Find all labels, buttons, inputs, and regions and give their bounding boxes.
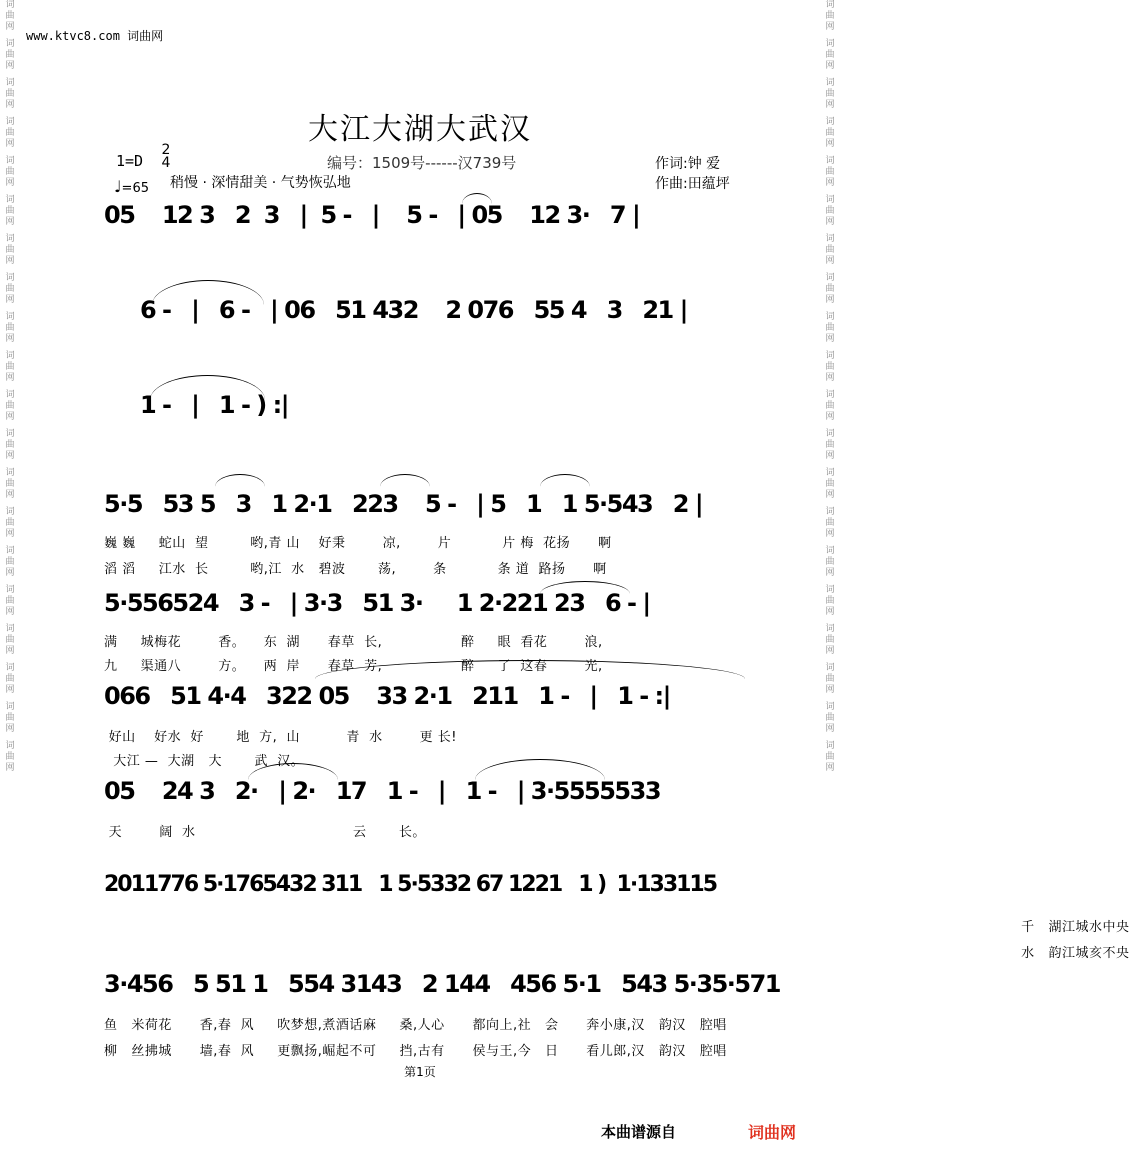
watermark-char: 曲: [5, 50, 15, 60]
watermark-char: 词: [825, 117, 835, 127]
watermark-char: 曲: [825, 362, 835, 372]
watermark-char: 网: [5, 22, 15, 32]
watermark-char: 曲: [5, 596, 15, 606]
watermark-char: 网: [5, 61, 15, 71]
watermark-char: 词: [5, 78, 15, 88]
watermark-char: 网: [5, 100, 15, 110]
lyric-verse-1: 满 城梅花 香。 东 湖 春草 长, 醉 眼 看花 浪,: [104, 635, 603, 650]
watermark-char: 网: [5, 295, 15, 305]
notation-line: 05 12 3 2 3 | 5 - | 5 - | 05 12 3· 7 |: [104, 201, 640, 229]
lyricist: 作词:钟 爱: [655, 156, 721, 172]
quarter-note-icon: ♩: [114, 177, 122, 196]
watermark-char: 曲: [825, 752, 835, 762]
watermark-char: 网: [825, 529, 835, 539]
watermark-char: 曲: [5, 752, 15, 762]
watermark-char: 网: [825, 334, 835, 344]
watermark-char: 曲: [825, 713, 835, 723]
watermark-char: 曲: [5, 206, 15, 216]
watermark-char: 网: [5, 607, 15, 617]
watermark-char: 词: [825, 0, 835, 10]
watermark-char: 网: [825, 217, 835, 227]
watermark-char: 词: [825, 351, 835, 361]
watermark-char: 网: [5, 763, 15, 773]
lyric-verse-1: 千 湖江城水中央: [544, 920, 1130, 935]
watermark-char: 网: [825, 256, 835, 266]
watermark-char: 网: [5, 373, 15, 383]
watermark-char: 词: [825, 312, 835, 322]
watermark-char: 网: [825, 139, 835, 149]
watermark-char: 词: [825, 507, 835, 517]
watermark-char: 词: [825, 390, 835, 400]
lyric-verse-2: 水 韵江城亥不央: [544, 946, 1130, 961]
watermark-char: 词: [5, 507, 15, 517]
watermark-char: 词: [5, 741, 15, 751]
watermark-char: 网: [825, 724, 835, 734]
key-signature: 1=D: [116, 152, 144, 170]
watermark-char: 曲: [825, 323, 835, 333]
watermark-char: 词: [825, 624, 835, 634]
watermark-char: 曲: [825, 50, 835, 60]
watermark-char: 曲: [5, 674, 15, 684]
watermark-char: 词: [825, 546, 835, 556]
watermark-char: 网: [825, 685, 835, 695]
lyric-verse-1: 巍 巍 蛇山 望 哟,青 山 好秉 凉, 片 片 梅 花扬 啊: [104, 536, 612, 551]
watermark-char: 网: [5, 217, 15, 227]
expression-marking: 稍慢 · 深情甜美 · 气势恢弘地: [170, 175, 351, 191]
watermark-char: 词: [5, 195, 15, 205]
notation-line: 5·5 53 5 3 1 2·1 223 5 - | 5 1 1 5·543 2 |: [104, 490, 703, 518]
watermark-char: 曲: [825, 401, 835, 411]
meter-bottom: 4: [161, 155, 171, 171]
slur: [215, 474, 265, 487]
watermark-char: 曲: [5, 440, 15, 450]
watermark-char: 网: [825, 763, 835, 773]
watermark-char: 曲: [825, 518, 835, 528]
watermark-char: 词: [825, 702, 835, 712]
watermark-char: 词: [5, 234, 15, 244]
watermark-char: 词: [5, 546, 15, 556]
watermark-char: 曲: [825, 284, 835, 294]
watermark-char: 网: [825, 568, 835, 578]
watermark-char: 词: [825, 429, 835, 439]
watermark-char: 曲: [825, 167, 835, 177]
watermark-char: 曲: [5, 284, 15, 294]
watermark-char: 网: [5, 139, 15, 149]
watermark-char: 词: [5, 429, 15, 439]
watermark-char: 曲: [5, 128, 15, 138]
watermark-char: 词: [825, 234, 835, 244]
watermark-char: 曲: [5, 245, 15, 255]
notation-line: 6 - | 6 - | 06 51 432 2 076 55 4 3 21 |: [140, 296, 687, 324]
watermark-char: 曲: [5, 713, 15, 723]
watermark-char: 曲: [825, 635, 835, 645]
lyric-verse-2: 柳 丝拂城 墙,春 风 更飘扬,崛起不可 挡,古有 侯与王,今 日 看儿郎,汉 韵汉 腔唱: [104, 1044, 727, 1059]
watermark-char: 网: [825, 646, 835, 656]
site-url[interactable]: www.ktvc8.com 词曲网: [26, 29, 164, 43]
watermark-char: 词: [5, 663, 15, 673]
watermark-char: 词: [825, 156, 835, 166]
lyric-verse-1: 好山 好水 好 地 方, 山 青 水 更 长!: [104, 730, 458, 745]
source-text: 本曲谱源自: [601, 1123, 677, 1141]
watermark-char: 词: [5, 624, 15, 634]
watermark-char: 词: [825, 195, 835, 205]
lyric-verse-2: 大江 — 大湖 大 武 汉。: [104, 754, 305, 769]
watermark-char: 词: [5, 390, 15, 400]
watermark-char: 网: [5, 334, 15, 344]
notation-line: 3·456 5 51 1 554 3143 2 144 456 5·1 543 5·35·571: [104, 970, 781, 998]
watermark-char: 网: [825, 373, 835, 383]
notation-line: 1 - | 1 - ) :|: [140, 391, 288, 419]
watermark-char: 曲: [5, 479, 15, 489]
watermark-char: 词: [5, 0, 15, 10]
song-title: 大江大湖大武汉: [308, 112, 532, 147]
watermark-char: 网: [5, 451, 15, 461]
watermark-char: 网: [5, 412, 15, 422]
serial-number: 编号：1509号------汉739号: [327, 154, 517, 172]
watermark-char: 网: [825, 100, 835, 110]
watermark-char: 词: [825, 585, 835, 595]
watermark-char: 曲: [5, 401, 15, 411]
lyric-verse-1: 鱼 米荷花 香,春 风 吹梦想,煮酒话麻 桑,人心 都向上,社 会 奔小康,汉 韵汉 腔唱: [104, 1018, 727, 1033]
watermark-char: 曲: [5, 635, 15, 645]
watermark-char: 网: [825, 412, 835, 422]
watermark-char: 曲: [825, 596, 835, 606]
watermark-char: 网: [5, 529, 15, 539]
lyric-verse-1: 天 阔 水 云 长。: [104, 825, 426, 840]
watermark-char: 网: [5, 646, 15, 656]
watermark-char: 词: [5, 39, 15, 49]
watermark-char: 词: [825, 468, 835, 478]
watermark-char: 曲: [825, 557, 835, 567]
watermark-char: 曲: [5, 89, 15, 99]
notation-line: 2011776 5·1765432 311 1 5·5332 67 1221 1 ) 1·133115: [104, 872, 717, 897]
watermark-char: 网: [825, 61, 835, 71]
watermark-char: 词: [5, 117, 15, 127]
watermark-char: 词: [5, 351, 15, 361]
notation-line: 066 51 4·4 322 05 33 2·1 211 1 - | 1 - :|: [104, 682, 670, 710]
composer: 作曲:田蕴坪: [655, 176, 730, 192]
watermark-char: 曲: [5, 11, 15, 21]
lyric-verse-2: 滔 滔 江水 长 哟,江 水 碧波 荡, 条 条 道 路扬 啊: [104, 562, 607, 577]
watermark-char: 词: [5, 312, 15, 322]
watermark-char: 曲: [5, 518, 15, 528]
watermark-char: 网: [825, 295, 835, 305]
watermark-char: 词: [825, 663, 835, 673]
side-watermark-right: [822, 0, 838, 1169]
watermark-char: 网: [5, 256, 15, 266]
watermark-char: 词: [5, 468, 15, 478]
watermark-char: 网: [825, 607, 835, 617]
watermark-char: 网: [825, 451, 835, 461]
watermark-char: 曲: [825, 128, 835, 138]
watermark-char: 词: [825, 39, 835, 49]
watermark-char: 曲: [825, 479, 835, 489]
watermark-char: 网: [825, 178, 835, 188]
side-watermark-left: [2, 0, 18, 1169]
watermark-char: 曲: [825, 206, 835, 216]
watermark-char: 曲: [825, 89, 835, 99]
watermark-char: 曲: [5, 557, 15, 567]
slur: [540, 474, 590, 487]
meter-top: 2: [161, 142, 171, 158]
watermark-char: 词: [5, 156, 15, 166]
watermark-char: 网: [825, 490, 835, 500]
watermark-char: 曲: [825, 674, 835, 684]
watermark-char: 网: [5, 568, 15, 578]
notation-line: 5·556524 3 - | 3·3 51 3· 1 2·221 23 6 - |: [104, 589, 650, 617]
watermark-char: 曲: [5, 167, 15, 177]
watermark-char: 网: [5, 178, 15, 188]
notation-line: 05 24 3 2· | 2· 17 1 - | 1 - | 3·5555533: [104, 777, 661, 805]
watermark-char: 曲: [825, 440, 835, 450]
watermark-char: 曲: [5, 362, 15, 372]
watermark-char: 曲: [825, 245, 835, 255]
watermark-char: 网: [5, 490, 15, 500]
lyric-verse-2: 九 渠通八 方。 两 岸 春草 芳, 醉 了 这春 光,: [104, 659, 603, 674]
watermark-char: 网: [5, 685, 15, 695]
watermark-char: 词: [5, 273, 15, 283]
tempo-marking: [114, 177, 149, 196]
page-number: 第1页: [404, 1065, 436, 1079]
watermark-char: 曲: [825, 11, 835, 21]
watermark-char: 词: [825, 741, 835, 751]
tempo-value: =65: [121, 181, 149, 196]
watermark-char: 曲: [5, 323, 15, 333]
brand-logo[interactable]: 词曲网: [748, 1123, 797, 1142]
watermark-char: 词: [825, 78, 835, 88]
watermark-char: 网: [825, 22, 835, 32]
watermark-char: 网: [5, 724, 15, 734]
watermark-char: 词: [5, 585, 15, 595]
watermark-char: 词: [825, 273, 835, 283]
time-signature: [159, 144, 173, 170]
slur: [380, 474, 430, 487]
watermark-char: 词: [5, 702, 15, 712]
